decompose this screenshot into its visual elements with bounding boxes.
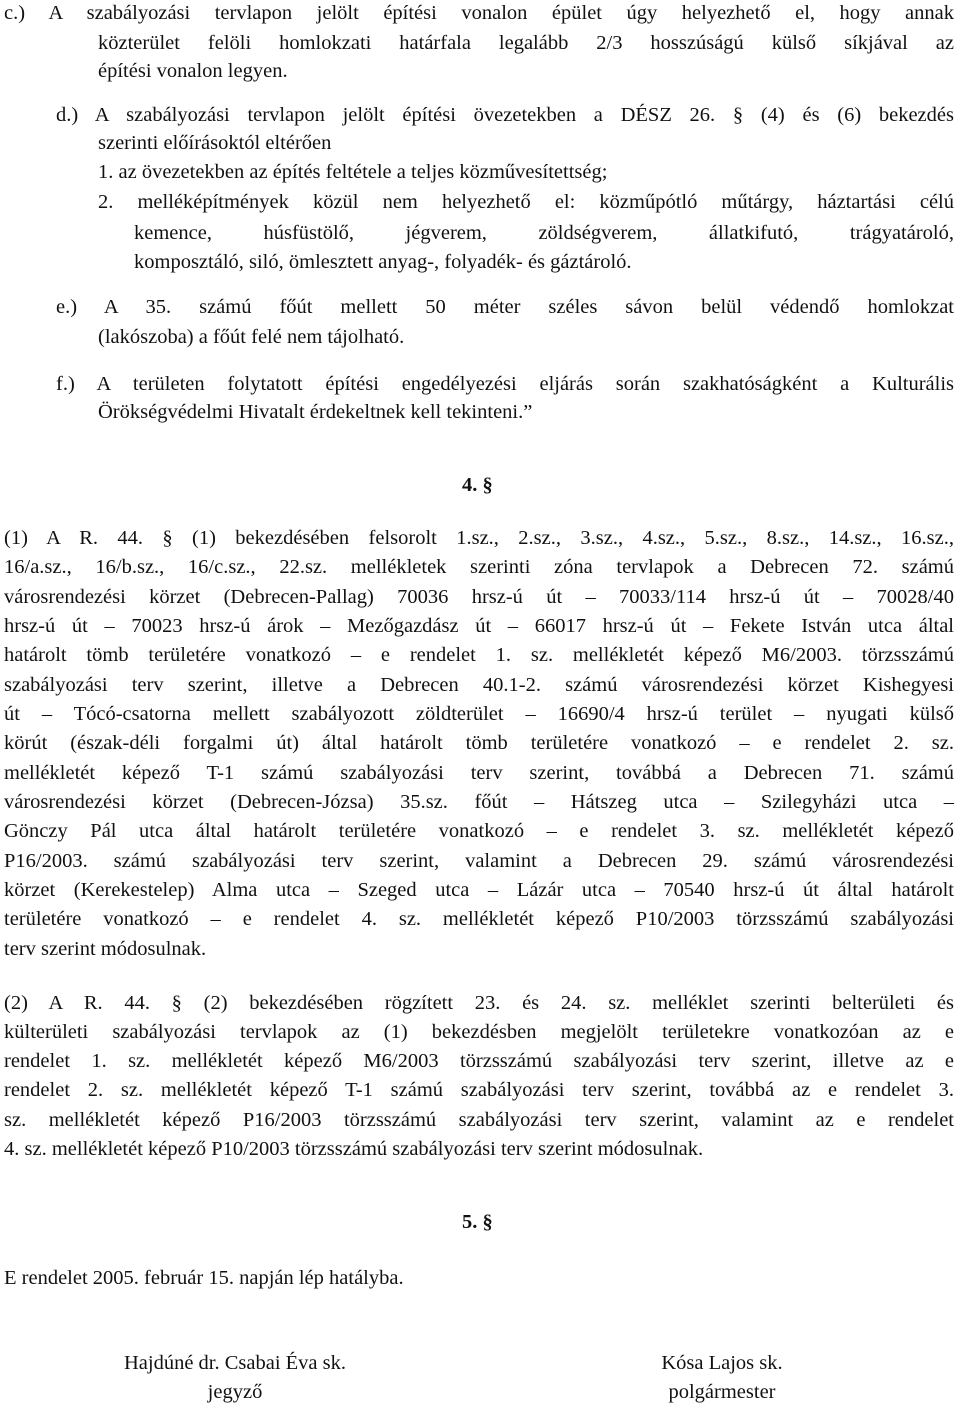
signature-right-name: Kósa Lajos sk. [661, 1352, 783, 1374]
section-4-para1-line-2: 16/a.sz., 16/b.sz., 16/c.sz., 22.sz. mellékletek szerinti zóna tervlapok a Debrecen 72. számú [4, 556, 954, 578]
section-4-para1-line-5: határolt tömb területére vonatkozó – e rendelet 1. sz. mellékletét képező M6/2003. törzsszámú [4, 644, 954, 666]
section-4-para2-line-4: rendelet 2. sz. mellékletét képező T-1 számú szabályozási terv szerint, továbbá az e rendelet 3. [4, 1079, 954, 1101]
item-d-line-1: d.) A szabályozási tervlapon jelölt építési övezetekben a DÉSZ 26. § (4) és (6) bekezdés [56, 104, 954, 126]
section-4-para1-line-8: körút (észak-déli forgalmi út) által határolt tömb területére vonatkozó – e rendelet 2. sz. [4, 732, 954, 754]
section-4-para1-line-3: városrendezési körzet (Debrecen-Pallag) 70036 hrsz-ú út – 70033/114 hrsz-ú út – 70028/40 [4, 586, 954, 608]
section-4-para1-line-9: mellékletét képező T-1 számú szabályozási terv szerint, továbbá a Debrecen 71. számú [4, 762, 954, 784]
section-4-para2-line-3: rendelet 1. sz. mellékletét képező M6/2003 törzsszámú szabályozási terv szerint, illetve az e [4, 1050, 954, 1072]
item-d-sub-2-line-2: kemence, húsfüstölő, jégverem, zöldségverem, állatkifutó, trágyatároló, [134, 222, 954, 244]
section-4-para1-line-14: területére vonatkozó – e rendelet 4. sz. mellékletét képező P10/2003 törzsszámú szabályozási [4, 908, 954, 930]
section-4-para1-line-1: (1) A R. 44. § (1) bekezdésében felsorolt 1.sz., 2.sz., 3.sz., 4.sz., 5.sz., 8.sz., 14.sz., 16.sz., [4, 527, 954, 549]
section-4-para1-line-11: Gönczy Pál utca által határolt területére vonatkozó – e rendelet 3. sz. mellékletét képező [4, 820, 954, 842]
item-c-line-1: c.) A szabályozási tervlapon jelölt építési vonalon épület úgy helyezhető el, hogy annak [4, 2, 954, 24]
item-e-line-2: (lakószoba) a főút felé nem tájolható. [98, 326, 405, 348]
section-4-para1-line-12: P16/2003. számú szabályozási terv szerint, valamint a Debrecen 29. számú városrendezési [4, 850, 954, 872]
item-d-sub-2-line-1: 2. melléképítmények közül nem helyezhető el: közműpótló műtárgy, háztartási célú [98, 191, 954, 213]
section-4-para2-line-1: (2) A R. 44. § (2) bekezdésében rögzített 23. és 24. sz. melléklet szerinti belterületi és [4, 992, 954, 1014]
section-4-para1-line-7: út – Tócó-csatorna mellett szabályozott zöldterület – 16690/4 hrsz-ú terület – nyugati külső [4, 703, 954, 725]
item-c-line-2: közterület felöli homlokzati határfala legalább 2/3 hosszúságú külső síkjával az [98, 32, 954, 54]
section-4-para1-line-4: hrsz-ú út – 70023 hrsz-ú árok – Mezőgazdász út – 66017 hrsz-ú út – Fekete István utca által [4, 615, 954, 637]
item-d-line-2: szerinti előírásoktól eltérően [98, 132, 332, 154]
signature-right-title: polgármester [668, 1381, 776, 1403]
section-4-para2-line-2: külterületi szabályozási tervlapok az (1) bekezdésben megjelölt területekre vonatkozóan az e [4, 1021, 954, 1043]
section-5-heading: 5. § [462, 1211, 493, 1233]
section-4-para2-line-5: sz. mellékletét képező P16/2003 törzsszámú szabályozási terv szerint, valamint az e rendelet [4, 1109, 954, 1131]
item-f-line-1: f.) A területen folytatott építési engedélyezési eljárás során szakhatóságként a Kulturális [56, 373, 954, 395]
section-4-para1-line-15: terv szerint módosulnak. [4, 938, 207, 960]
item-d-sub-1: 1. az övezetekben az építés feltétele a teljes közművesítettség; [98, 161, 608, 183]
section-4-para1-line-13: körzet (Kerekestelep) Alma utca – Szeged utca – Lázár utca – 70540 hrsz-ú út által határolt [4, 879, 954, 901]
item-c-line-3: építési vonalon legyen. [98, 60, 288, 82]
signature-left-name: Hajdúné dr. Csabai Éva sk. [123, 1352, 347, 1374]
section-4-para1-line-10: városrendezési körzet (Debrecen-Józsa) 35.sz. főút – Hátszeg utca – Szilegyházi utca – [4, 791, 954, 813]
section-4-heading: 4. § [462, 474, 493, 496]
section-4-para2-line-6: 4. sz. mellékletét képező P10/2003 törzsszámú szabályozási terv szerint módosulnak. [4, 1138, 704, 1160]
item-f-line-2: Örökségvédelmi Hivatalt érdekeltnek kell tekinteni.” [98, 401, 533, 423]
item-e-line-1: e.) A 35. számú főút mellett 50 méter széles sávon belül védendő homlokzat [56, 296, 954, 318]
section-4-para1-line-6: szabályozási terv szerint, illetve a Debrecen 40.1-2. számú városrendezési körzet Kishegyesi [4, 674, 954, 696]
item-d-sub-2-line-3: komposztáló, siló, ömlesztett anyag-, folyadék- és gáztároló. [134, 251, 632, 273]
signature-left-title: jegyző [207, 1381, 263, 1403]
section-5-text: E rendelet 2005. február 15. napján lép hatályba. [4, 1267, 404, 1289]
